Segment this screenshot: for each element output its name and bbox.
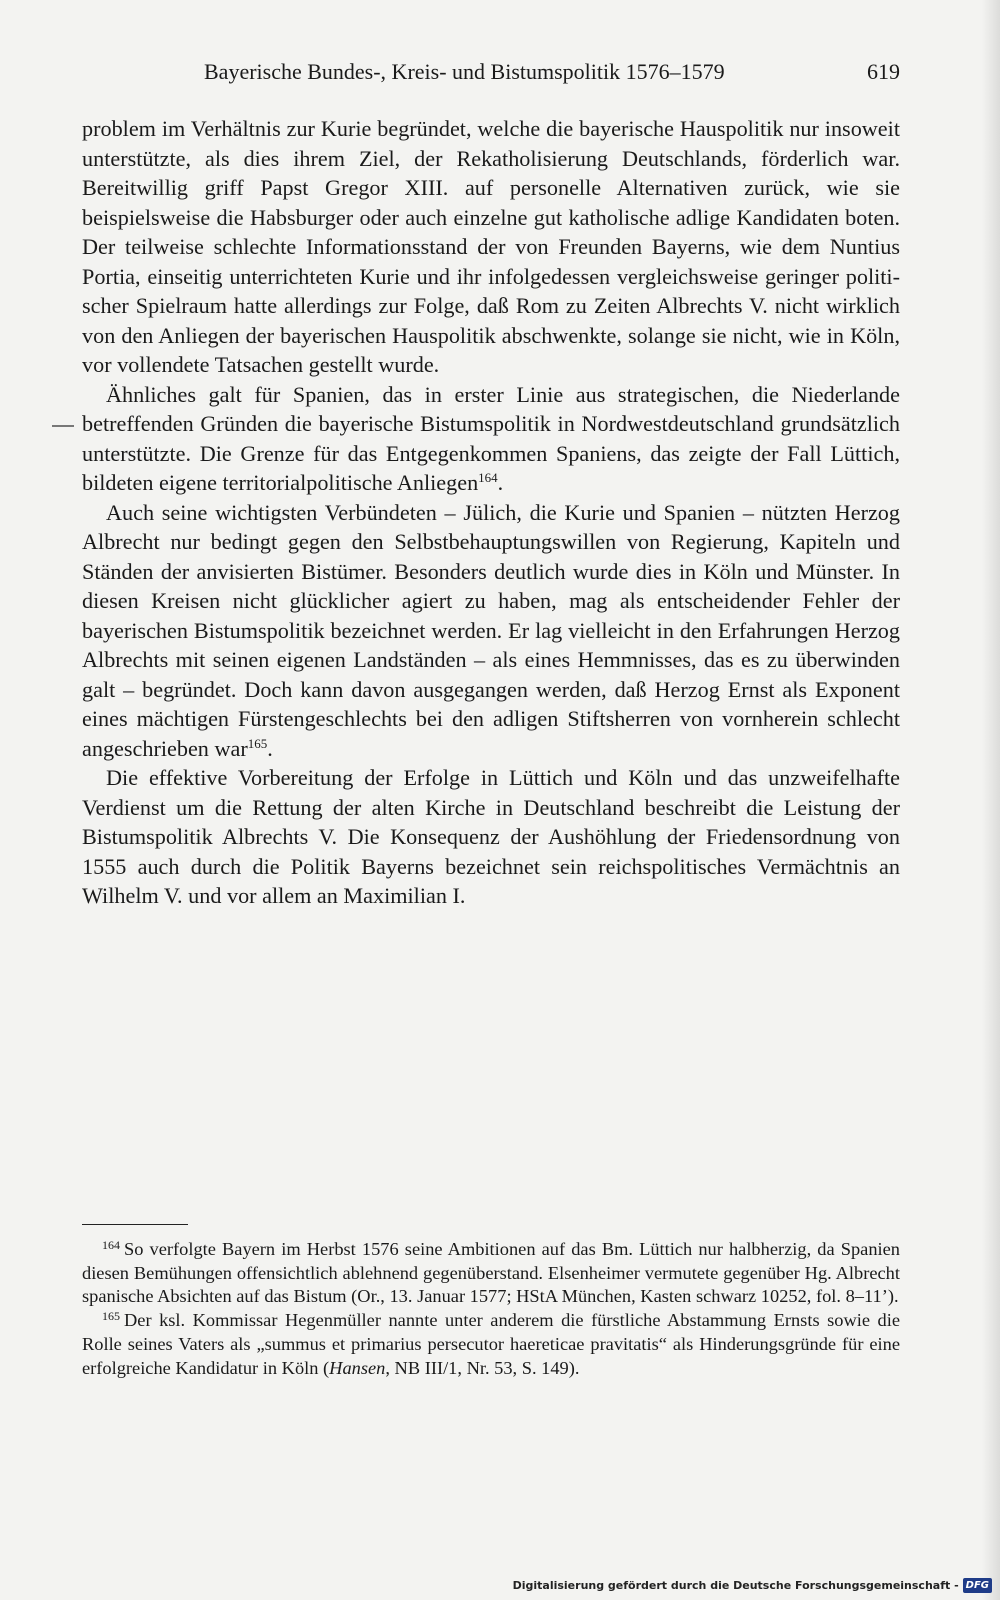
- footnote-text: So verfolgte Bayern im Herbst 1576 seine Ambitionen auf das Bm. Lüttich nur halbherzig, da Spanien diesen Bemühungen offensichtlich ablehnend gegenüberstand. Elsenheimer vermutete gegenüber Hg. Albrecht spanische Absichten auf das Bistum (Or., 13. Januar 1577; HStA München, Kasten schwarz 10252, fol. 8–11’).: [82, 1239, 900, 1307]
- footnote-divider: [82, 1224, 188, 1225]
- paragraph-3-end: .: [267, 735, 273, 761]
- footnote-number: 164: [102, 1238, 120, 1252]
- paragraph-2: [82, 380, 900, 498]
- running-title: Bayerische Bundes-, Kreis- und Bistumspolitik 1576–1579: [204, 59, 725, 84]
- footnote-text-end: , NB III/1, Nr. 53, S. 149).: [385, 1357, 580, 1378]
- footnote-number: 165: [102, 1309, 120, 1324]
- paragraph-4: Die effektive Vorbereitung der Erfolge in Lüttich und Köln und das unzweifelhafte Verdienst um die Rettung der alten Kirche in Deutschland beschreibt die Leistung der Bistumspolitik Albrechts V. Die Konsequenz der Aushöhlung der Friedensordnung von 1555 auch durch die Politik Bayerns bezeichnet sein reichspolitisches Vermächtnis an Wilhelm V. und vor allem an Maximilian I.: [82, 765, 900, 908]
- footnote-ref-164[interactable]: 164: [478, 470, 498, 485]
- dfg-logo: DFG: [963, 1578, 992, 1593]
- footnote-165: [82, 1309, 900, 1380]
- footnote-author: Hansen: [329, 1357, 386, 1378]
- footnote-164: [82, 1238, 900, 1309]
- main-text: [82, 114, 900, 911]
- funding-text: Digitalisierung gefördert durch die Deutsche Forschungsgemeinschaft -: [512, 1578, 959, 1592]
- paragraph-2-text: Ähnliches galt für Spanien, das in erster Linie aus strategischen, die Niederlande betreffenden Gründen die bayerische Bistumspolitik in Nordwestdeutschland grundsätzlich unterstützte. Die Grenze für das Entgegenkommen Spaniens, das zeigte der Fall Lüttich, bildeten eigene territorialpolitische Anliegen: [82, 381, 900, 495]
- margin-mark: [52, 425, 74, 427]
- page-number: 619: [867, 59, 900, 84]
- footnote-text: Der ksl. Kommissar Hegenmüller nannte unter anderem die fürstliche Abstammung Ernsts sowie die Rolle seines Vaters als „summus et primarius persecutor haereticae pravitatis“ als Hinderungsgründe für eine erfolgreiche Kandidatur in Köln (: [82, 1310, 900, 1378]
- footnotes: [82, 1238, 900, 1380]
- footnote-ref-165[interactable]: 165: [247, 735, 268, 751]
- paragraph-2-end: .: [497, 470, 504, 495]
- page-edge-shadow: [982, 0, 1000, 1600]
- paragraph-3-text: Auch seine wichtigsten Verbündeten – Jülich, die Kurie und Spanien – nützten Herzog Albrecht nur bedingt gegen den Selbstbehauptungswillen von Regierung, Kapiteln und Ständen der anvisierten Bistümer. Besonders deutlich wurde dies in Köln und Münster. In diesen Kreisen nicht glücklicher agiert zu haben, mag als entscheidender Fehler der bayerischen Bistumspolitik bezeichnet werden. Er lag vielleicht in den Erfahrungen Herzog Albrechts mit seinen eigenen Landständen – als eines Hemmnisses, das es zu überwinden galt – begründet. Doch kann davon ausgegangen werden, daß Herzog Ernst als Exponent eines mächtigen Fürstengeschlechts bei den adligen Stiftsherren von vornherein schlecht angeschrieben war: [82, 499, 900, 761]
- running-header: [82, 56, 900, 88]
- funding-banner: [513, 1576, 992, 1594]
- paragraph-1: problem im Verhältnis zur Kurie begründet, welche die bayerische Hauspolitik nur insoweit unterstützte, als dies ihrem Ziel, der Rekatholisierung Deutschlands, förderlich war. Bereitwillig griff Papst Gregor XIII. auf personelle Alternativen zurück, wie sie beispielsweise die Habsburger oder auch einzelne gut katholische adlige Kandidaten boten. Der teilweise schlechte Informationsstand der von Freunden Bayerns, wie dem Nuntius Portia, einseitig unterrichteten Kurie und ihr infolgedessen vergleichsweise geringer politischer Spielraum hatte allerdings zur Folge, daß Rom zu Zeiten Albrechts V. nicht wirklich von den Anliegen der bayerischen Hauspolitik abschwenkte, solange sie nicht, wie in Köln, vor vollendete Tatsachen gestellt wurde.: [82, 116, 900, 377]
- paragraph-3: [82, 498, 900, 764]
